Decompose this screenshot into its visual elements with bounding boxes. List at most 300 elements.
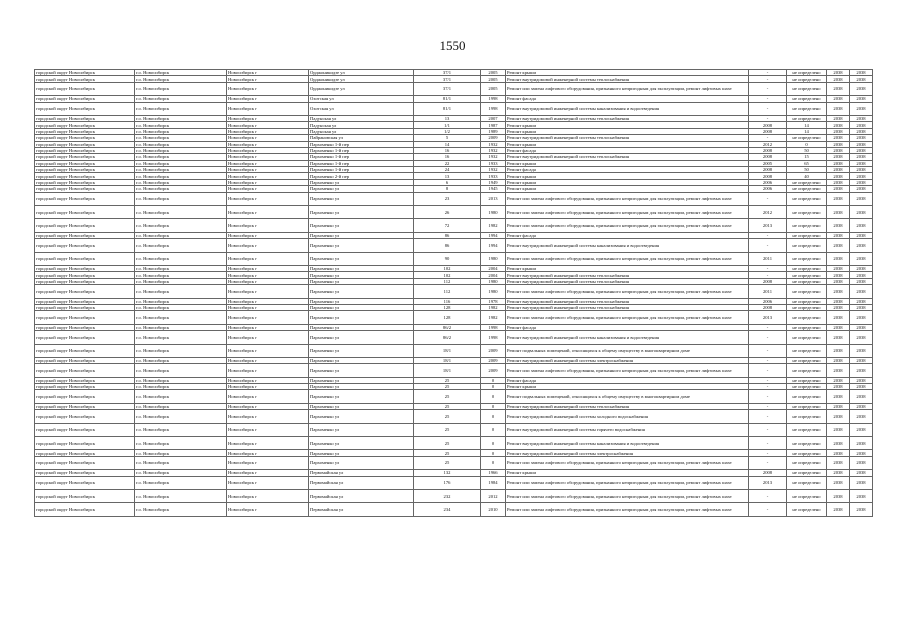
plan-end-year-cell: 2038 <box>850 456 873 469</box>
last-repair-year-cell: - <box>749 423 787 436</box>
house-number-cell: 81/1 <box>414 102 481 115</box>
plan-end-year-cell: 2038 <box>850 115 873 121</box>
work-type-cell: Ремонт или замена лифтового оборудования, признанного непригодным для эксплуатации, ремонт лифтовых шахт <box>506 206 749 219</box>
wear-cell: не определено <box>787 344 827 357</box>
commission-year-cell: 1978 <box>481 298 506 304</box>
last-repair-year-cell: - <box>749 384 787 390</box>
commission-year-cell: 0 <box>481 384 506 390</box>
street-cell: Падунская ул <box>309 122 414 128</box>
street-cell: Пархоменко ул <box>309 377 414 383</box>
district-cell: г.о. Новосибирск <box>135 135 227 141</box>
commission-year-cell: 2007 <box>481 115 506 121</box>
municipality-cell: городской округ Новосибирск <box>35 70 135 76</box>
house-number-cell: 25 <box>414 377 481 383</box>
municipality-cell: городской округ Новосибирск <box>35 147 135 153</box>
locality-cell: Новосибирск г <box>227 410 309 423</box>
plan-end-year-cell: 2038 <box>850 311 873 324</box>
work-type-cell: Ремонт внутридомовой инженерной системы теплоснабжения <box>506 278 749 284</box>
district-cell: г.о. Новосибирск <box>135 410 227 423</box>
commission-year-cell: 1949 <box>481 179 506 185</box>
wear-cell: не определено <box>787 115 827 121</box>
plan-start-year-cell: 2038 <box>827 384 850 390</box>
last-repair-year-cell: - <box>749 331 787 344</box>
wear-cell: не определено <box>787 192 827 205</box>
district-cell: г.о. Новосибирск <box>135 423 227 436</box>
plan-end-year-cell: 2038 <box>850 377 873 383</box>
locality-cell: Новосибирск г <box>227 147 309 153</box>
plan-start-year-cell: 2038 <box>827 344 850 357</box>
plan-end-year-cell: 2038 <box>850 239 873 252</box>
commission-year-cell: 2005 <box>481 76 506 82</box>
district-cell: г.о. Новосибирск <box>135 470 227 476</box>
work-type-cell: Ремонт фасада <box>506 167 749 173</box>
work-type-cell: Ремонт крыши <box>506 70 749 76</box>
capital-repair-table <box>34 69 873 517</box>
municipality-cell: городской округ Новосибирск <box>35 450 135 456</box>
commission-year-cell: 2009 <box>481 364 506 377</box>
street-cell: Пархоменко 1-й пер <box>309 147 414 153</box>
plan-start-year-cell: 2038 <box>827 476 850 489</box>
municipality-cell: городской округ Новосибирск <box>35 232 135 238</box>
locality-cell: Новосибирск г <box>227 384 309 390</box>
plan-start-year-cell: 2038 <box>827 219 850 232</box>
locality-cell: Новосибирск г <box>227 304 309 310</box>
plan-end-year-cell: 2038 <box>850 82 873 95</box>
plan-start-year-cell: 2038 <box>827 377 850 383</box>
wear-cell: 50 <box>787 147 827 153</box>
municipality-cell: городской округ Новосибирск <box>35 390 135 403</box>
plan-start-year-cell: 2038 <box>827 489 850 502</box>
house-number-cell: 102 <box>414 265 481 271</box>
last-repair-year-cell: - <box>749 489 787 502</box>
work-type-cell: Ремонт или замена лифтового оборудования, признанного непригодным для эксплуатации, ремонт лифтовых шахт <box>506 456 749 469</box>
street-cell: Пархоменко ул <box>309 232 414 238</box>
wear-cell: не определено <box>787 272 827 278</box>
municipality-cell: городской округ Новосибирск <box>35 331 135 344</box>
wear-cell: не определено <box>787 76 827 82</box>
table-row <box>35 206 873 219</box>
wear-cell: не определено <box>787 437 827 450</box>
locality-cell: Новосибирск г <box>227 423 309 436</box>
table-row <box>35 423 873 436</box>
wear-cell: не определено <box>787 252 827 265</box>
house-number-cell: 5 <box>414 135 481 141</box>
street-cell: Пархоменко ул <box>309 219 414 232</box>
work-type-cell: Ремонт внутридомовой инженерной системы канализования и водоотведения <box>506 331 749 344</box>
plan-start-year-cell: 2038 <box>827 206 850 219</box>
district-cell: г.о. Новосибирск <box>135 384 227 390</box>
house-number-cell: 26 <box>414 206 481 219</box>
plan-end-year-cell: 2038 <box>850 173 873 179</box>
commission-year-cell: 0 <box>481 456 506 469</box>
plan-end-year-cell: 2038 <box>850 503 873 516</box>
wear-cell: не определено <box>787 403 827 409</box>
street-cell: Пархоменко 1-й пер <box>309 167 414 173</box>
house-number-cell: 176 <box>414 476 481 489</box>
street-cell: Орджоникидзе ул <box>309 70 414 76</box>
work-type-cell: Ремонт или замена лифтового оборудования, признанного непригодным для эксплуатации, ремонт лифтовых шахт <box>506 82 749 95</box>
locality-cell: Новосибирск г <box>227 115 309 121</box>
work-type-cell: Ремонт внутридомовой инженерной системы теплоснабжения <box>506 403 749 409</box>
locality-cell: Новосибирск г <box>227 470 309 476</box>
locality-cell: Новосибирск г <box>227 272 309 278</box>
table-row <box>35 192 873 205</box>
house-number-cell: 22 <box>414 160 481 166</box>
plan-start-year-cell: 2038 <box>827 154 850 160</box>
wear-cell: 14 <box>787 128 827 134</box>
wear-cell: не определено <box>787 298 827 304</box>
locality-cell: Новосибирск г <box>227 154 309 160</box>
wear-cell: не определено <box>787 390 827 403</box>
plan-start-year-cell: 2038 <box>827 186 850 192</box>
plan-start-year-cell: 2038 <box>827 179 850 185</box>
table-row <box>35 489 873 502</box>
wear-cell: не определено <box>787 384 827 390</box>
house-number-cell: 18/1 <box>414 364 481 377</box>
locality-cell: Новосибирск г <box>227 503 309 516</box>
district-cell: г.о. Новосибирск <box>135 160 227 166</box>
last-repair-year-cell: 2013 <box>749 219 787 232</box>
wear-cell: не определено <box>787 285 827 298</box>
last-repair-year-cell: 2008 <box>749 122 787 128</box>
municipality-cell: городской округ Новосибирск <box>35 76 135 82</box>
commission-year-cell: 0 <box>481 377 506 383</box>
house-number-cell: 116 <box>414 298 481 304</box>
municipality-cell: городской округ Новосибирск <box>35 192 135 205</box>
commission-year-cell: 0 <box>481 437 506 450</box>
house-number-cell: 25 <box>414 384 481 390</box>
wear-cell: 0 <box>787 141 827 147</box>
commission-year-cell: 0 <box>481 403 506 409</box>
plan-end-year-cell: 2038 <box>850 278 873 284</box>
plan-end-year-cell: 2038 <box>850 298 873 304</box>
district-cell: г.о. Новосибирск <box>135 173 227 179</box>
plan-end-year-cell: 2038 <box>850 252 873 265</box>
street-cell: Пархоменко ул <box>309 272 414 278</box>
wear-cell: не определено <box>787 135 827 141</box>
plan-end-year-cell: 2038 <box>850 135 873 141</box>
municipality-cell: городской округ Новосибирск <box>35 437 135 450</box>
street-cell: Пархоменко ул <box>309 252 414 265</box>
commission-year-cell: 0 <box>481 390 506 403</box>
house-number-cell: 102 <box>414 272 481 278</box>
district-cell: г.о. Новосибирск <box>135 377 227 383</box>
wear-cell: не определено <box>787 239 827 252</box>
wear-cell: не определено <box>787 489 827 502</box>
street-cell: Пархоменко ул <box>309 390 414 403</box>
last-repair-year-cell: - <box>749 192 787 205</box>
wear-cell: не определено <box>787 206 827 219</box>
commission-year-cell: 2009 <box>481 344 506 357</box>
wear-cell: не определено <box>787 377 827 383</box>
work-type-cell: Ремонт внутридомовой инженерной системы электроснабжения <box>506 357 749 363</box>
work-type-cell: Ремонт крыши <box>506 179 749 185</box>
last-repair-year-cell: 2013 <box>749 311 787 324</box>
locality-cell: Новосибирск г <box>227 82 309 95</box>
locality-cell: Новосибирск г <box>227 450 309 456</box>
table-row <box>35 82 873 95</box>
district-cell: г.о. Новосибирск <box>135 141 227 147</box>
plan-end-year-cell: 2038 <box>850 403 873 409</box>
house-number-cell: 128 <box>414 304 481 310</box>
locality-cell: Новосибирск г <box>227 70 309 76</box>
locality-cell: Новосибирск г <box>227 206 309 219</box>
table-row <box>35 503 873 516</box>
plan-end-year-cell: 2038 <box>850 450 873 456</box>
house-number-cell: 112 <box>414 285 481 298</box>
work-type-cell: Ремонт или замена лифтового оборудования, признанного непригодным для эксплуатации, ремонт лифтовых шахт <box>506 503 749 516</box>
district-cell: г.о. Новосибирск <box>135 192 227 205</box>
street-cell: Пархоменко ул <box>309 186 414 192</box>
district-cell: г.о. Новосибирск <box>135 252 227 265</box>
commission-year-cell: 1987 <box>481 122 506 128</box>
table-row <box>35 410 873 423</box>
commission-year-cell: 1982 <box>481 304 506 310</box>
plan-start-year-cell: 2038 <box>827 173 850 179</box>
last-repair-year-cell: 2012 <box>749 206 787 219</box>
last-repair-year-cell: - <box>749 403 787 409</box>
street-cell: Пархоменко ул <box>309 423 414 436</box>
commission-year-cell: 1984 <box>481 476 506 489</box>
wear-cell: не определено <box>787 450 827 456</box>
plan-end-year-cell: 2038 <box>850 265 873 271</box>
house-number-cell: 25 <box>414 403 481 409</box>
plan-start-year-cell: 2038 <box>827 272 850 278</box>
municipality-cell: городской округ Новосибирск <box>35 344 135 357</box>
street-cell: Пархоменко ул <box>309 304 414 310</box>
wear-cell: не определено <box>787 219 827 232</box>
plan-start-year-cell: 2038 <box>827 410 850 423</box>
locality-cell: Новосибирск г <box>227 219 309 232</box>
commission-year-cell: 2004 <box>481 265 506 271</box>
wear-cell: не определено <box>787 476 827 489</box>
plan-start-year-cell: 2038 <box>827 128 850 134</box>
commission-year-cell: 2009 <box>481 135 506 141</box>
locality-cell: Новосибирск г <box>227 76 309 82</box>
commission-year-cell: 1998 <box>481 331 506 344</box>
municipality-cell: городской округ Новосибирск <box>35 456 135 469</box>
commission-year-cell: 1989 <box>481 128 506 134</box>
district-cell: г.о. Новосибирск <box>135 450 227 456</box>
municipality-cell: городской округ Новосибирск <box>35 470 135 476</box>
municipality-cell: городской округ Новосибирск <box>35 96 135 102</box>
municipality-cell: городской округ Новосибирск <box>35 154 135 160</box>
street-cell: Пархоменко ул <box>309 331 414 344</box>
municipality-cell: городской округ Новосибирск <box>35 82 135 95</box>
street-cell: Пархоменко ул <box>309 344 414 357</box>
house-number-cell: 6 <box>414 179 481 185</box>
table-row <box>35 331 873 344</box>
wear-cell: не определено <box>787 470 827 476</box>
last-repair-year-cell: 2008 <box>749 304 787 310</box>
last-repair-year-cell: - <box>749 456 787 469</box>
municipality-cell: городской округ Новосибирск <box>35 503 135 516</box>
commission-year-cell: 0 <box>481 410 506 423</box>
district-cell: г.о. Новосибирск <box>135 285 227 298</box>
last-repair-year-cell: 2006 <box>749 298 787 304</box>
commission-year-cell: 1998 <box>481 324 506 330</box>
house-number-cell: 37/1 <box>414 76 481 82</box>
plan-start-year-cell: 2038 <box>827 324 850 330</box>
wear-cell: 14 <box>787 122 827 128</box>
wear-cell: не определено <box>787 232 827 238</box>
work-type-cell: Ремонт или замена лифтового оборудования, признанного непригодным для эксплуатации, ремонт лифтовых шахт <box>506 219 749 232</box>
last-repair-year-cell: - <box>749 450 787 456</box>
district-cell: г.о. Новосибирск <box>135 476 227 489</box>
plan-start-year-cell: 2038 <box>827 403 850 409</box>
house-number-cell: 18/1 <box>414 344 481 357</box>
locality-cell: Новосибирск г <box>227 96 309 102</box>
plan-start-year-cell: 2038 <box>827 390 850 403</box>
work-type-cell: Ремонт крыши <box>506 384 749 390</box>
plan-start-year-cell: 2038 <box>827 357 850 363</box>
house-number-cell: 24 <box>414 167 481 173</box>
street-cell: Орджоникидзе ул <box>309 82 414 95</box>
house-number-cell: 1/1 <box>414 122 481 128</box>
work-type-cell: Ремонт крыши <box>506 265 749 271</box>
wear-cell: не определено <box>787 186 827 192</box>
district-cell: г.о. Новосибирск <box>135 272 227 278</box>
locality-cell: Новосибирск г <box>227 324 309 330</box>
locality-cell: Новосибирск г <box>227 285 309 298</box>
work-type-cell: Ремонт крыши <box>506 186 749 192</box>
locality-cell: Новосибирск г <box>227 232 309 238</box>
plan-start-year-cell: 2038 <box>827 265 850 271</box>
plan-start-year-cell: 2038 <box>827 364 850 377</box>
last-repair-year-cell: - <box>749 70 787 76</box>
district-cell: г.о. Новосибирск <box>135 324 227 330</box>
street-cell: Пархоменко 1-й пер <box>309 141 414 147</box>
plan-end-year-cell: 2038 <box>850 219 873 232</box>
work-type-cell: Ремонт внутридомовой инженерной системы канализования и водоотведения <box>506 239 749 252</box>
house-number-cell: 25 <box>414 423 481 436</box>
work-type-cell: Ремонт внутридомовой инженерной системы канализования и водоотведения <box>506 437 749 450</box>
municipality-cell: городской округ Новосибирск <box>35 324 135 330</box>
house-number-cell: 37/1 <box>414 82 481 95</box>
street-cell: Пайрановская ул <box>309 135 414 141</box>
district-cell: г.о. Новосибирск <box>135 186 227 192</box>
plan-start-year-cell: 2038 <box>827 96 850 102</box>
work-type-cell: Ремонт внутридомовой инженерной системы теплоснабжения <box>506 298 749 304</box>
commission-year-cell: 2012 <box>481 489 506 502</box>
district-cell: г.о. Новосибирск <box>135 265 227 271</box>
municipality-cell: городской округ Новосибирск <box>35 298 135 304</box>
wear-cell: не определено <box>787 331 827 344</box>
house-number-cell: 128 <box>414 311 481 324</box>
last-repair-year-cell: 2008 <box>749 173 787 179</box>
commission-year-cell: 1945 <box>481 186 506 192</box>
last-repair-year-cell: - <box>749 239 787 252</box>
municipality-cell: городской округ Новосибирск <box>35 115 135 121</box>
municipality-cell: городской округ Новосибирск <box>35 423 135 436</box>
wear-cell: не определено <box>787 82 827 95</box>
house-number-cell: 37/1 <box>414 70 481 76</box>
work-type-cell: Ремонт крыши <box>506 122 749 128</box>
locality-cell: Новосибирск г <box>227 239 309 252</box>
municipality-cell: городской округ Новосибирск <box>35 219 135 232</box>
street-cell: Пархоменко ул <box>309 437 414 450</box>
last-repair-year-cell: - <box>749 102 787 115</box>
plan-end-year-cell: 2038 <box>850 128 873 134</box>
district-cell: г.о. Новосибирск <box>135 331 227 344</box>
plan-end-year-cell: 2038 <box>850 96 873 102</box>
street-cell: Пархоменко ул <box>309 384 414 390</box>
municipality-cell: городской округ Новосибирск <box>35 141 135 147</box>
wear-cell: не определено <box>787 357 827 363</box>
plan-start-year-cell: 2038 <box>827 311 850 324</box>
work-type-cell: Ремонт или замена лифтового оборудования, признанного непригодным для эксплуатации, ремонт лифтовых шахт <box>506 285 749 298</box>
street-cell: Пархоменко ул <box>309 403 414 409</box>
last-repair-year-cell: - <box>749 76 787 82</box>
last-repair-year-cell: - <box>749 324 787 330</box>
plan-end-year-cell: 2038 <box>850 437 873 450</box>
commission-year-cell: 1994 <box>481 239 506 252</box>
district-cell: г.о. Новосибирск <box>135 122 227 128</box>
table-body <box>35 70 873 517</box>
plan-end-year-cell: 2038 <box>850 344 873 357</box>
plan-end-year-cell: 2038 <box>850 154 873 160</box>
page-number: 1550 <box>439 38 466 53</box>
district-cell: г.о. Новосибирск <box>135 206 227 219</box>
plan-start-year-cell: 2038 <box>827 76 850 82</box>
last-repair-year-cell: - <box>749 377 787 383</box>
street-cell: Пархоменко ул <box>309 410 414 423</box>
district-cell: г.о. Новосибирск <box>135 311 227 324</box>
district-cell: г.о. Новосибирск <box>135 278 227 284</box>
house-number-cell: 81/1 <box>414 96 481 102</box>
commission-year-cell: 1932 <box>481 154 506 160</box>
plan-start-year-cell: 2038 <box>827 503 850 516</box>
last-repair-year-cell: 2006 <box>749 179 787 185</box>
commission-year-cell: 2005 <box>481 82 506 95</box>
district-cell: г.о. Новосибирск <box>135 154 227 160</box>
work-type-cell: Ремонт или замена лифтового оборудования, признанного непригодным для эксплуатации, ремонт лифтовых шахт <box>506 252 749 265</box>
street-cell: Пархоменко ул <box>309 298 414 304</box>
plan-end-year-cell: 2038 <box>850 122 873 128</box>
plan-end-year-cell: 2038 <box>850 384 873 390</box>
last-repair-year-cell: - <box>749 272 787 278</box>
street-cell: Падунская ул <box>309 128 414 134</box>
plan-end-year-cell: 2038 <box>850 331 873 344</box>
street-cell: Пархоменко ул <box>309 364 414 377</box>
municipality-cell: городской округ Новосибирск <box>35 304 135 310</box>
last-repair-year-cell: - <box>749 390 787 403</box>
municipality-cell: городской округ Новосибирск <box>35 252 135 265</box>
municipality-cell: городской округ Новосибирск <box>35 239 135 252</box>
municipality-cell: городской округ Новосибирск <box>35 364 135 377</box>
last-repair-year-cell: 2011 <box>749 252 787 265</box>
commission-year-cell: 2013 <box>481 192 506 205</box>
locality-cell: Новосибирск г <box>227 344 309 357</box>
locality-cell: Новосибирск г <box>227 141 309 147</box>
commission-year-cell: 1980 <box>481 206 506 219</box>
district-cell: г.о. Новосибирск <box>135 232 227 238</box>
house-number-cell: 90 <box>414 252 481 265</box>
locality-cell: Новосибирск г <box>227 160 309 166</box>
wear-cell: не определено <box>787 456 827 469</box>
street-cell: Пархоменко ул <box>309 265 414 271</box>
house-number-cell: 86 <box>414 239 481 252</box>
house-number-cell: 8 <box>414 186 481 192</box>
locality-cell: Новосибирск г <box>227 278 309 284</box>
street-cell: Пархоменко ул <box>309 285 414 298</box>
commission-year-cell: 1980 <box>481 285 506 298</box>
locality-cell: Новосибирск г <box>227 364 309 377</box>
locality-cell: Новосибирск г <box>227 489 309 502</box>
plan-start-year-cell: 2038 <box>827 141 850 147</box>
locality-cell: Новосибирск г <box>227 311 309 324</box>
plan-end-year-cell: 2038 <box>850 167 873 173</box>
